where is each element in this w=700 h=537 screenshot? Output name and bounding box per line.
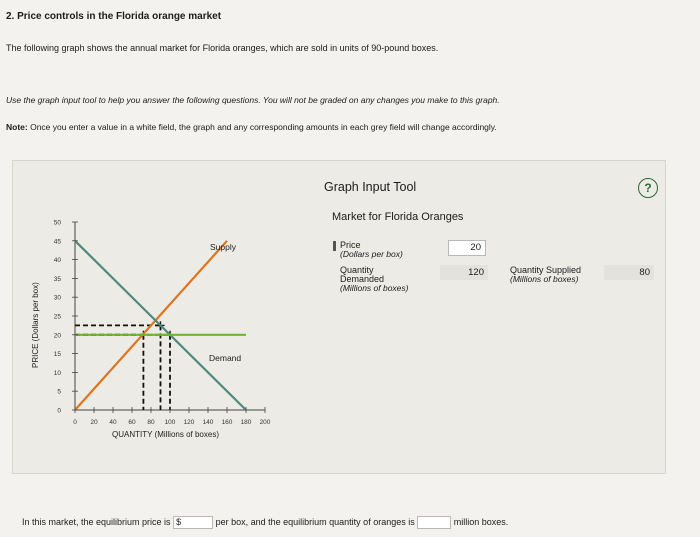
note-body: Once you enter a value in a white field, the graph and any corresponding amounts in each grey field will change accordingly. <box>27 122 497 132</box>
y-tick-label: 35 <box>53 275 61 283</box>
dollar-sign: $ <box>176 517 182 527</box>
quantity-supplied-label-group <box>510 266 581 284</box>
supply-curve-label: Supply <box>210 242 236 252</box>
x-tick-label: 180 <box>240 419 252 426</box>
quantity-demanded-label-group <box>340 266 409 293</box>
help-icon[interactable]: ? <box>638 178 658 198</box>
footer-text-2: per box, and the equilibrium quantity of oranges is <box>215 516 415 527</box>
footer-text-3: million boxes. <box>453 516 509 527</box>
equilibrium-price-input[interactable] <box>173 516 213 529</box>
equilibrium-question <box>22 516 508 529</box>
x-tick-label: 120 <box>183 419 195 426</box>
x-tick-label: 80 <box>147 419 155 426</box>
y-axis-label: PRICE (Dollars per box) <box>31 282 40 368</box>
quantity-supplied-value: 80 <box>604 265 654 280</box>
x-tick-label: 60 <box>128 419 136 426</box>
question-title: 2. Price controls in the Florida orange market <box>6 11 222 22</box>
price-unit-label: (Dollars per box) <box>340 249 403 259</box>
price-row-marker <box>333 241 336 251</box>
x-tick-label: 20 <box>90 419 98 426</box>
note-label: Note: <box>6 122 28 132</box>
price-input[interactable]: 20 <box>448 240 486 256</box>
price-label: Price <box>340 240 361 250</box>
equilibrium-quantity-input[interactable] <box>417 516 451 529</box>
x-tick-label: 0 <box>73 419 77 426</box>
x-axis-label: QUANTITY (Millions of boxes) <box>112 430 219 439</box>
demand-curve-label: Demand <box>209 353 242 363</box>
y-tick-label: 45 <box>53 238 61 246</box>
price-label-group <box>340 241 403 259</box>
y-tick-label: 0 <box>57 407 61 415</box>
x-tick-label: 40 <box>109 419 117 426</box>
instruction-text: Use the graph input tool to help you answer the following questions. You will not be graded on any changes you make to this graph. <box>6 95 500 105</box>
plot-area <box>75 222 265 410</box>
quantity-demanded-label-2: Demanded <box>340 274 385 284</box>
x-tick-label: 140 <box>202 419 214 426</box>
y-tick-label: 40 <box>53 257 61 265</box>
y-tick-label: 50 <box>53 219 61 227</box>
graph-input-tool-title: Graph Input Tool <box>324 180 417 194</box>
x-tick-label: 200 <box>259 419 271 426</box>
quantity-demanded-unit-label: (Millions of boxes) <box>340 283 409 293</box>
y-tick-label: 15 <box>53 351 61 359</box>
y-tick-label: 30 <box>53 294 61 302</box>
quantity-demanded-label-1: Quantity <box>340 265 374 275</box>
footer-text-1: In this market, the equilibrium price is <box>22 516 171 527</box>
y-tick-label: 25 <box>53 313 61 321</box>
chart-grid <box>75 222 265 410</box>
quantity-supplied-unit-label: (Millions of boxes) <box>510 274 579 284</box>
y-tick-label: 10 <box>53 369 61 377</box>
y-tick-label: 20 <box>53 332 61 340</box>
x-tick-label: 100 <box>164 419 176 426</box>
quantity-supplied-label: Quantity Supplied <box>510 265 582 275</box>
x-tick-label: 160 <box>221 419 233 426</box>
question-intro: The following graph shows the annual market for Florida oranges, which are sold in units of 90-pound boxes. <box>6 43 439 53</box>
market-subtitle: Market for Florida Oranges <box>332 211 464 223</box>
y-tick-label: 5 <box>57 388 61 396</box>
quantity-demanded-value: 120 <box>440 265 488 280</box>
